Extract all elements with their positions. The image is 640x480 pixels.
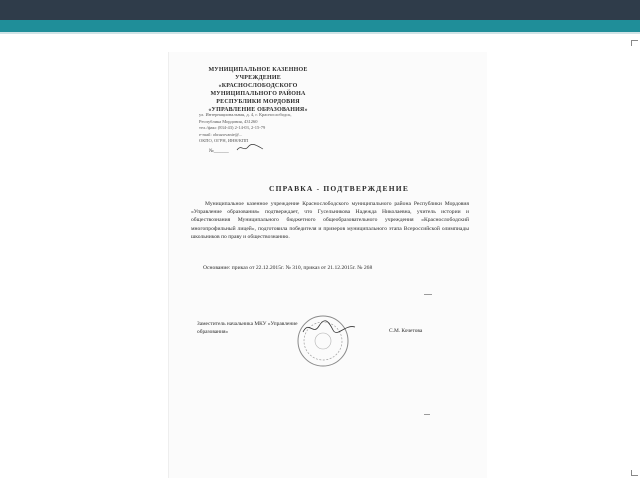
address-line: e-mail: obrazovanie@... bbox=[199, 131, 243, 137]
document-title: СПРАВКА - ПОДТВЕРЖДЕНИЕ bbox=[269, 184, 410, 193]
address-line: тел./факс (834-43) 2-14-03, 2-15-79 bbox=[199, 125, 266, 130]
reference-number bbox=[209, 144, 264, 154]
letterhead-line: «КРАСНОСЛОБОДСКОГО bbox=[218, 83, 298, 89]
slide-top-bar bbox=[0, 0, 640, 20]
letterhead-line: УЧРЕЖДЕНИЕ bbox=[235, 75, 281, 81]
address-line: ул. Интернациональная, д. 4, г. Краснослободск, bbox=[199, 112, 292, 117]
scanned-document bbox=[168, 52, 487, 478]
letterhead bbox=[193, 66, 323, 114]
corner-mark-bottom bbox=[631, 470, 638, 476]
scan-artifact bbox=[424, 414, 430, 415]
letterhead-line: МУНИЦИПАЛЬНОГО РАЙОНА bbox=[210, 91, 306, 97]
reference-label: №______ bbox=[209, 149, 229, 154]
letterhead-line: МУНИЦИПАЛЬНОЕ КАЗЕННОЕ bbox=[208, 67, 308, 73]
address-line: Республика Мордовия, 431260 bbox=[199, 118, 258, 124]
address-line: ОКПО, ОГРН, ИНН/КПП bbox=[199, 138, 249, 143]
letterhead-line: «УПРАВЛЕНИЕ ОБРАЗОВАНИЯ» bbox=[208, 107, 308, 113]
letterhead-line: РЕСПУБЛИКИ МОРДОВИЯ bbox=[216, 99, 300, 105]
signer-name: С.М. Кочетова bbox=[389, 328, 423, 334]
corner-mark bbox=[631, 40, 638, 46]
document-body: Муниципальное казенное учреждение Краснослободского муниципального района Республики Мордовия «Управление образования» подтверждает, что Гусельникова Надежда Николаевна, учитель истории и обществознания Муниципального бюджетного общеобразовательного учреждения «Краснослободский многопрофильный лицей», подготовила победителя и призеров муниципального этапа Всероссийской олимпиады школьников по праву и обществознанию. bbox=[191, 201, 469, 240]
document-basis: Основание: приказ от 22.12.2015г. № 310, приказ от 21.12.2015г. № 268 bbox=[203, 265, 373, 271]
signature bbox=[299, 318, 359, 338]
letterhead-address bbox=[199, 112, 319, 145]
reference-signature bbox=[236, 149, 264, 154]
signer-role: Заместитель начальника МКУ «Управление образования» bbox=[197, 321, 298, 335]
slide-accent-band bbox=[0, 20, 640, 32]
scan-artifact bbox=[424, 294, 432, 295]
